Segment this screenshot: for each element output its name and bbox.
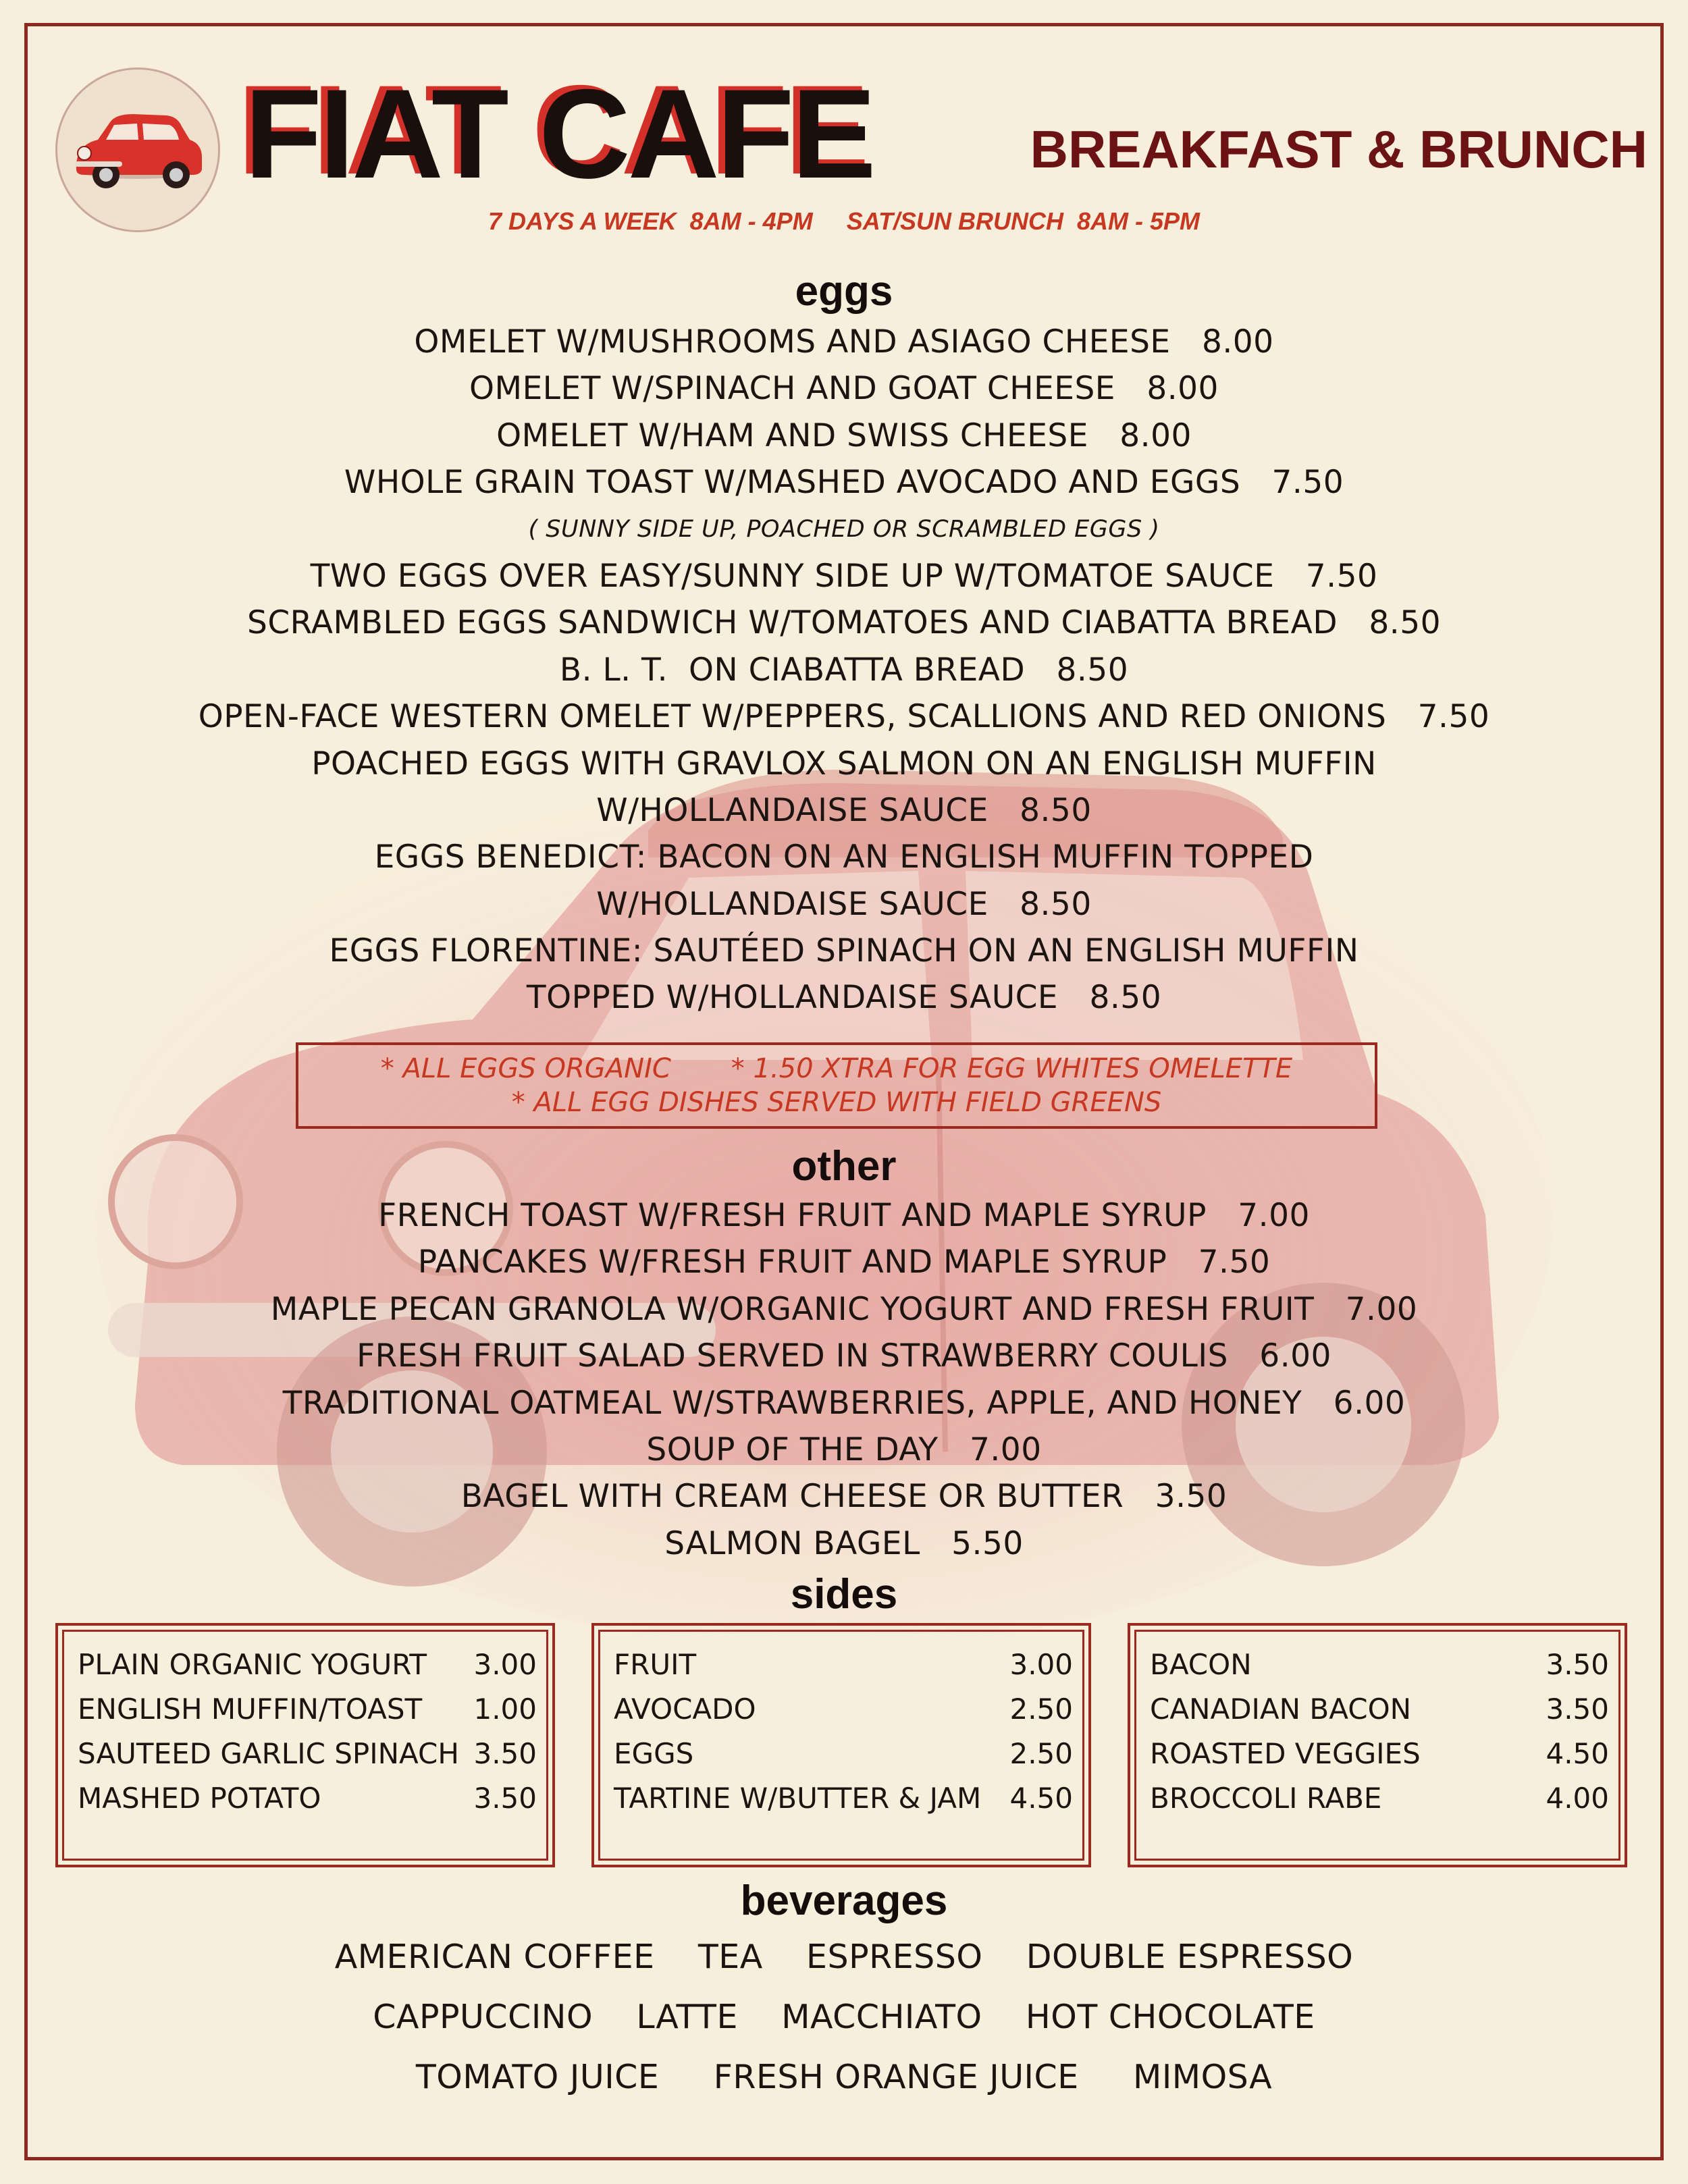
side-item-price: 4.00 — [1546, 1782, 1609, 1815]
side-item — [1150, 1687, 1609, 1732]
side-item — [78, 1776, 537, 1821]
opening-hours: 7 DAYS A WEEK 8AM - 4PM SAT/SUN BRUNCH 8AM - 5PM — [487, 207, 1201, 235]
menu-item: WHOLE GRAIN TOAST W/MASHED AVOCADO AND EGGS 7.50 — [344, 464, 1344, 502]
side-item — [1150, 1776, 1609, 1821]
side-item — [614, 1687, 1073, 1732]
side-item-price: 4.50 — [1009, 1782, 1073, 1815]
menu-item: SOUP OF THE DAY 7.00 — [646, 1431, 1042, 1468]
other-items — [0, 1192, 1688, 1567]
menu-item: B. L. T. ON CIABATTA BREAD 8.50 — [559, 651, 1129, 689]
side-item — [78, 1687, 537, 1732]
side-item — [78, 1643, 537, 1687]
menu-item: TWO EGGS OVER EASY/SUNNY SIDE UP W/TOMATOE SAUCE 7.50 — [310, 557, 1378, 595]
side-item — [1150, 1732, 1609, 1776]
section-title-beverages: beverages — [740, 1877, 948, 1924]
menu-item-note: ( SUNNY SIDE UP, POACHED OR SCRAMBLED EGGS ) — [528, 515, 1160, 543]
menu-item: TOPPED W/HOLLANDAISE SAUCE 8.50 — [526, 979, 1162, 1017]
sides-box-1 — [55, 1623, 555, 1867]
side-item-price: 4.50 — [1546, 1737, 1609, 1770]
side-item-price: 3.00 — [473, 1648, 537, 1681]
side-item-name: FRUIT — [614, 1648, 697, 1681]
side-item-name: MASHED POTATO — [78, 1782, 321, 1815]
eggs-notes-box — [296, 1042, 1377, 1129]
menu-item: OMELET W/MUSHROOMS AND ASIAGO CHEESE 8.00 — [414, 323, 1274, 361]
side-item-price: 3.00 — [1009, 1648, 1073, 1681]
menu-item: TRADITIONAL OATMEAL W/STRAWBERRIES, APPLE, AND HONEY 6.00 — [282, 1384, 1406, 1422]
side-item-name: AVOCADO — [614, 1693, 756, 1726]
side-item-name: PLAIN ORGANIC YOGURT — [78, 1648, 427, 1681]
beverage-line: TOMATO JUICE FRESH ORANGE JUICE MIMOSA — [415, 2058, 1273, 2096]
side-item-price: 1.00 — [473, 1693, 537, 1726]
side-item-price: 3.50 — [1546, 1693, 1609, 1726]
beverage-line: CAPPUCCINO LATTE MACCHIATO HOT CHOCOLATE — [373, 1998, 1315, 2036]
side-item-name: ROASTED VEGGIES — [1150, 1737, 1421, 1770]
side-item-price: 3.50 — [473, 1737, 537, 1770]
menu-item: OPEN-FACE WESTERN OMELET W/PEPPERS, SCALLIONS AND RED ONIONS 7.50 — [198, 698, 1490, 736]
beverage-line: AMERICAN COFFEE TEA ESPRESSO DOUBLE ESPRESSO — [334, 1938, 1354, 1976]
side-item — [614, 1776, 1073, 1821]
menu-item: POACHED EGGS WITH GRAVLOX SALMON ON AN ENGLISH MUFFIN — [311, 745, 1377, 782]
side-item — [1150, 1643, 1609, 1687]
side-item-price: 2.50 — [1009, 1693, 1073, 1726]
eggs-note: * ALL EGG DISHES SERVED WITH FIELD GREENS — [511, 1087, 1162, 1118]
side-item-name: ENGLISH MUFFIN/TOAST — [78, 1693, 423, 1726]
menu-item: PANCAKES W/FRESH FRUIT AND MAPLE SYRUP 7.50 — [417, 1244, 1271, 1281]
side-item — [614, 1643, 1073, 1687]
menu-item: OMELET W/HAM AND SWISS CHEESE 8.00 — [496, 417, 1192, 454]
section-title-sides: sides — [790, 1571, 898, 1618]
menu-item: SCRAMBLED EGGS SANDWICH W/TOMATOES AND CIABATTA BREAD 8.50 — [246, 604, 1441, 642]
menu-item: OMELET W/SPINACH AND GOAT CHEESE 8.00 — [469, 370, 1219, 408]
side-item-price: 3.50 — [1546, 1648, 1609, 1681]
side-item-price: 3.50 — [473, 1782, 537, 1815]
menu-item: W/HOLLANDAISE SAUCE 8.50 — [596, 791, 1092, 829]
side-item-name: BACON — [1150, 1648, 1252, 1681]
section-title-other: other — [791, 1143, 897, 1190]
menu-subtitle: BREAKFAST & BRUNCH — [1030, 119, 1647, 179]
menu-item: MAPLE PECAN GRANOLA W/ORGANIC YOGURT AND FRESH FRUIT 7.00 — [270, 1290, 1418, 1328]
menu-item: BAGEL WITH CREAM CHEESE OR BUTTER 3.50 — [460, 1478, 1228, 1516]
side-item — [78, 1732, 537, 1776]
side-item-name: TARTINE W/BUTTER & JAM — [614, 1782, 982, 1815]
side-item — [614, 1732, 1073, 1776]
menu-item: SALMON BAGEL 5.50 — [664, 1524, 1024, 1562]
menu-item: W/HOLLANDAISE SAUCE 8.50 — [596, 885, 1092, 923]
side-item-name: BROCCOLI RABE — [1150, 1782, 1382, 1815]
cafe-brand-title: FIAT CAFE — [244, 63, 874, 205]
side-item-name: CANADIAN BACON — [1150, 1693, 1412, 1726]
section-title-eggs: eggs — [795, 268, 893, 315]
menu-item: EGGS FLORENTINE: SAUTÉED SPINACH ON AN ENGLISH MUFFIN — [329, 932, 1359, 970]
sides-box-2 — [591, 1623, 1091, 1867]
sides-box-3 — [1128, 1623, 1627, 1867]
side-item-price: 2.50 — [1009, 1737, 1073, 1770]
menu-item: FRESH FRUIT SALAD SERVED IN STRAWBERRY COULIS 6.00 — [357, 1337, 1331, 1375]
menu-item: FRENCH TOAST W/FRESH FRUIT AND MAPLE SYRUP 7.00 — [378, 1197, 1310, 1234]
side-item-name: EGGS — [614, 1737, 694, 1770]
eggs-note: * ALL EGGS ORGANIC * 1.50 XTRA FOR EGG WHITES OMELETTE — [380, 1053, 1293, 1084]
menu-item: EGGS BENEDICT: BACON ON AN ENGLISH MUFFIN TOPPED — [374, 838, 1314, 876]
side-item-name: SAUTEED GARLIC SPINACH — [78, 1737, 459, 1770]
eggs-items — [0, 319, 1688, 1021]
